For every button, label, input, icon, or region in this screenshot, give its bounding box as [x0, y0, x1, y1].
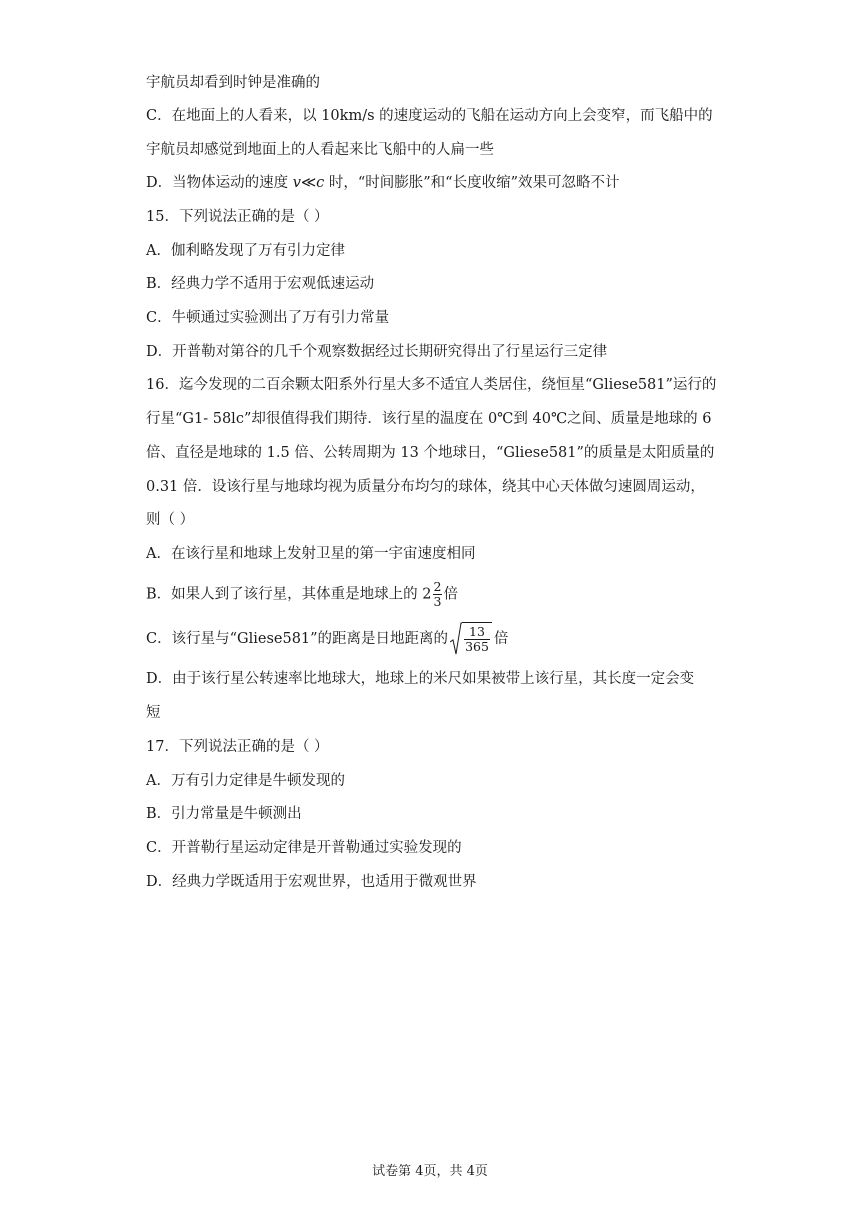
q16-stem-line-1: 16．迄今发现的二百余颗太阳系外行星大多不适宜人类居住，绕恒星“Gliese581”运行的 — [146, 377, 717, 393]
var-v: v — [292, 175, 301, 191]
q17-option-c: C．开普勒行星运动定律是开普勒通过实验发现的 — [146, 840, 462, 856]
q14-option-d-text-start: D．当物体运动的速度 — [146, 175, 293, 191]
radical-sign-icon — [450, 622, 462, 656]
q16-option-d-continuation: 短 — [146, 705, 161, 721]
q15-option-b: B．经典力学不适用于宏观低速运动 — [146, 276, 375, 292]
q16-option-d: D．由于该行星公转速率比地球大，地球上的米尺如果被带上该行星，其长度一定会变 — [146, 671, 695, 687]
q14-option-c-continuation: 宇航员却感觉到地面上的人看起来比飞船中的人扁一些 — [146, 142, 494, 158]
q14-option-d — [146, 173, 736, 193]
q16-option-b-text: B．如果人到了该行星，其体重是地球上的 — [146, 586, 423, 603]
q16-option-c-suffix: 倍 — [493, 631, 509, 647]
q17-option-d: D．经典力学既适用于宏观世界，也适用于微观世界 — [146, 874, 477, 890]
q16-stem-line-4: 0.31 倍．设该行星与地球均视为质量分布均匀的球体，绕其中心天体做匀速圆周运动， — [146, 479, 705, 495]
radicand-fraction — [462, 622, 492, 656]
q16-stem-line-2: 行星“G1- 58lc”却很值得我们期待．该行星的温度在 0℃到 40℃之间、质量是地球的 6 — [146, 411, 712, 427]
q16-stem-line-5: 则（ ） — [146, 512, 195, 528]
q16-option-a: A．在该行星和地球上发射卫星的第一宇宙速度相同 — [146, 546, 476, 562]
q17-stem: 17．下列说法正确的是（ ） — [146, 739, 329, 755]
q16-option-c-text: C．该行星与“Gliese581”的距离是日地距离的 — [146, 631, 449, 647]
mixed-number-whole: 2 — [422, 586, 432, 603]
q17-option-a: A．万有引力定律是牛顿发现的 — [146, 773, 345, 789]
q15-option-a: A．伽利略发现了万有引力定律 — [146, 243, 345, 259]
square-root-expression — [450, 622, 492, 656]
q14-option-b-continuation: 宇航员却看到时钟是准确的 — [146, 75, 320, 91]
q15-option-c: C．牛顿通过实验测出了万有引力常量 — [146, 310, 390, 326]
radicand-numerator: 13 — [469, 624, 485, 639]
q16-option-b — [146, 580, 736, 609]
q15-stem: 15．下列说法正确的是（ ） — [146, 209, 329, 225]
fraction-numerator: 2 — [433, 579, 442, 594]
fraction-two-thirds — [433, 580, 443, 609]
fraction-denominator: 3 — [433, 594, 442, 609]
q16-option-b-suffix: 倍 — [443, 586, 458, 603]
q16-option-c — [146, 622, 736, 656]
q14-option-d-text-end: 时，“时间膨胀”和“长度收缩”效果可忽略不计 — [324, 175, 620, 191]
q15-option-d: D．开普勒对第谷的几千个观察数据经过长期研究得出了行星运行三定律 — [146, 344, 608, 360]
page-footer: 试卷第 4页，共 4页 — [372, 1164, 488, 1179]
radicand-denominator: 365 — [465, 639, 489, 654]
q14-option-c: C．在地面上的人看来，以 10km/s 的速度运动的飞船在运动方向上会变窄，而飞船中的 — [146, 108, 713, 124]
q17-option-b: B．引力常量是牛顿测出 — [146, 806, 302, 822]
q16-stem-line-3: 倍、直径是地球的 1.5 倍、公转周期为 13 个地球日，“Gliese581”的质量是太阳质量的 — [146, 445, 715, 461]
var-c: c — [316, 175, 325, 191]
much-less-than-symbol: ≪ — [300, 175, 317, 191]
